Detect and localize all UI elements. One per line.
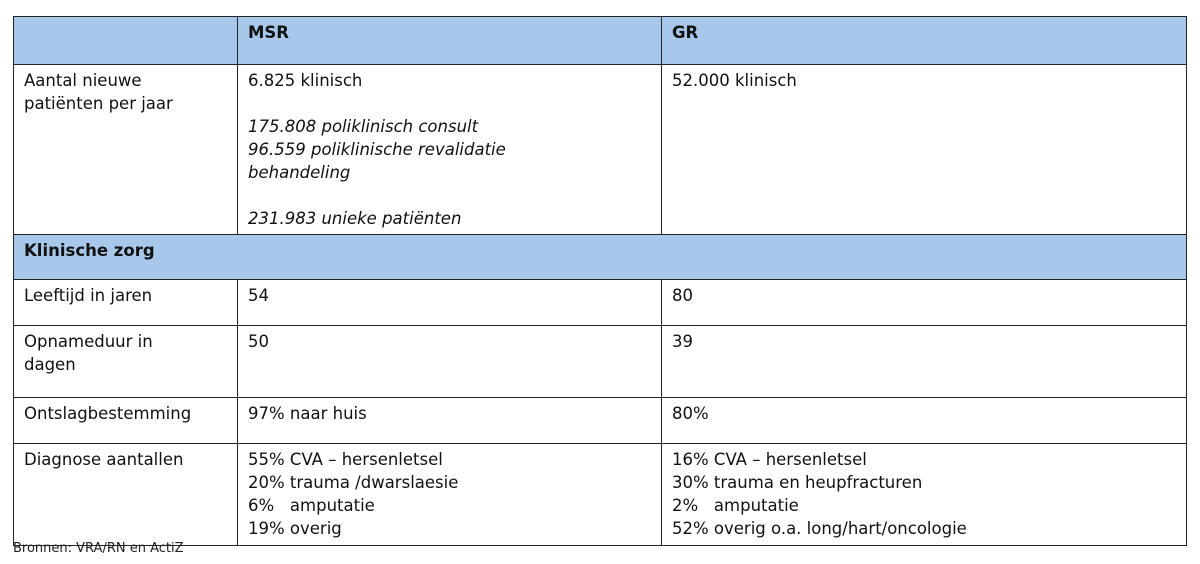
- row-label: [14, 280, 238, 326]
- msr-value-line: behandeling: [248, 163, 351, 182]
- row-label-line: dagen: [24, 355, 76, 374]
- msr-value-line: 96.559 poliklinische revalidatie: [248, 140, 506, 159]
- gr-value-line: 52.000 klinisch: [672, 71, 797, 90]
- table-row-new-patients: [14, 65, 1187, 235]
- gr-value-line: 80: [672, 286, 693, 305]
- header-cell-msr: MSR: [238, 17, 662, 65]
- row-label-line: patiënten per jaar: [24, 94, 173, 113]
- gr-value-line: 80%: [672, 404, 709, 423]
- row-label-line: Leeftijd in jaren: [24, 286, 153, 305]
- gr-value-line: 2% amputatie: [672, 496, 799, 515]
- gr-cell: [662, 326, 1187, 398]
- spacer: [248, 92, 651, 115]
- comparison-table: [13, 16, 1187, 546]
- msr-value-line: 54: [248, 286, 269, 305]
- section-title: Klinische zorg: [14, 235, 1187, 280]
- gr-value-line: 16% CVA – hersenletsel: [672, 450, 867, 469]
- header-cell-empty: [14, 17, 238, 65]
- row-label-line: Opnameduur in: [24, 332, 153, 351]
- gr-cell: [662, 65, 1187, 235]
- gr-value-line: 39: [672, 332, 693, 351]
- msr-cell: [238, 398, 662, 444]
- gr-value-line: 52% overig o.a. long/hart/oncologie: [672, 519, 967, 538]
- table-row-diagnosis: [14, 444, 1187, 546]
- msr-cell: [238, 326, 662, 398]
- section-row-klinische-zorg: [14, 235, 1187, 280]
- msr-value-line: 97% naar huis: [248, 404, 367, 423]
- msr-value-line: 6% amputatie: [248, 496, 375, 515]
- msr-value-line: 175.808 poliklinisch consult: [248, 117, 479, 136]
- msr-value-line: 6.825 klinisch: [248, 71, 363, 90]
- gr-cell: [662, 398, 1187, 444]
- msr-value-line: 50: [248, 332, 269, 351]
- row-label: [14, 444, 238, 546]
- msr-cell: [238, 280, 662, 326]
- source-note: Bronnen: VRA/RN en ActiZ: [13, 541, 184, 556]
- row-label: [14, 398, 238, 444]
- gr-value-line: 30% trauma en heupfracturen: [672, 473, 923, 492]
- msr-value-line: 55% CVA – hersenletsel: [248, 450, 443, 469]
- msr-value-line: 20% trauma /dwarslaesie: [248, 473, 459, 492]
- gr-cell: [662, 280, 1187, 326]
- msr-value-line: 19% overig: [248, 519, 342, 538]
- row-label: [14, 65, 238, 235]
- spacer: [248, 184, 651, 207]
- table-header-row: [14, 17, 1187, 65]
- row-label-line: Ontslagbestemming: [24, 404, 192, 423]
- header-cell-gr: GR: [662, 17, 1187, 65]
- row-label-line: Aantal nieuwe: [24, 71, 142, 90]
- row-label: [14, 326, 238, 398]
- row-label-line: Diagnose aantallen: [24, 450, 184, 469]
- table-row-stay-duration: [14, 326, 1187, 398]
- table-row-age: [14, 280, 1187, 326]
- msr-cell: [238, 65, 662, 235]
- msr-cell: [238, 444, 662, 546]
- gr-cell: [662, 444, 1187, 546]
- table-row-discharge: [14, 398, 1187, 444]
- msr-value-line: 231.983 unieke patiënten: [248, 209, 462, 228]
